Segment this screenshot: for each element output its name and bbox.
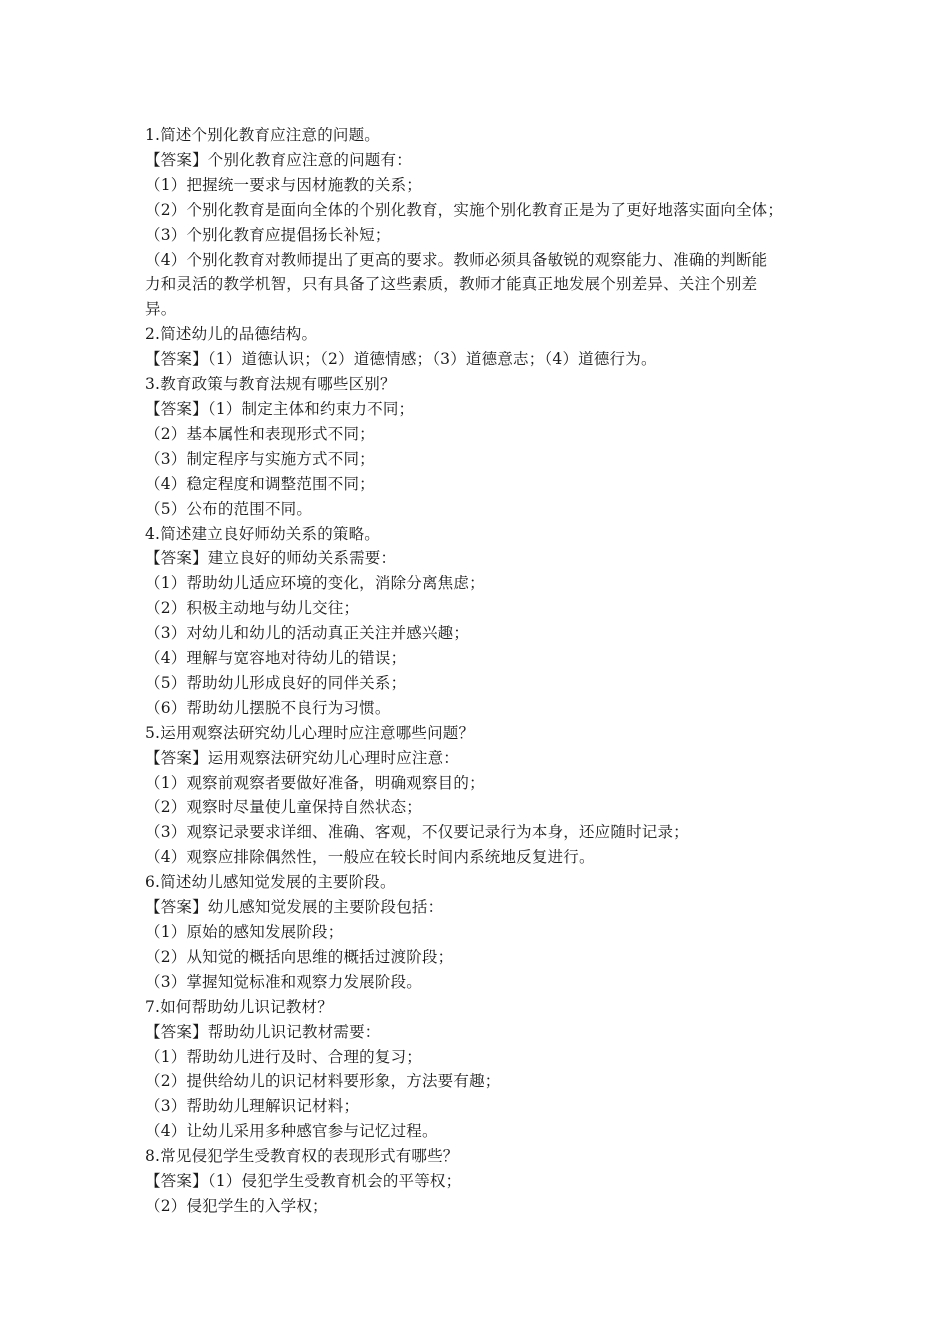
question-heading: 6.简述幼儿感知觉发展的主要阶段。 [145,873,396,892]
answer-item-line: （1）观察前观察者要做好准备，明确观察目的； [145,773,485,792]
answer-item-line: （4）让幼儿采用多种感官参与记忆过程。 [145,1122,438,1141]
answer-item-line: （3）个别化教育应提倡扬长补短； [145,225,391,244]
answer-line: 【答案】帮助幼儿识记教材需要： [145,1022,381,1041]
question-heading: 5.运用观察法研究幼儿心理时应注意哪些问题？ [145,723,475,742]
answer-item-line: （3）对幼儿和幼儿的活动真正关注并感兴趣； [145,624,470,643]
answer-item-line: （2）侵犯学生的入学权； [145,1196,328,1215]
answer-item-line: （2）基本属性和表现形式不同； [145,424,375,443]
answer-item-line: （4）个别化教育对教师提出了更高的要求。教师必须具备敏锐的观察能力、准确的判断能 [145,250,768,269]
question-heading: 7.如何帮助幼儿识记教材？ [145,997,333,1016]
answer-line: 【答案】建立良好的师幼关系需要： [145,549,397,568]
answer-item-line: （5）公布的范围不同。 [145,499,313,518]
answer-line: 【答案】个别化教育应注意的问题有： [145,150,412,169]
answer-item-line: （2）观察时尽量使儿童保持自然状态； [145,798,422,817]
answer-item-line: （3）制定程序与实施方式不同； [145,449,375,468]
answer-item-line: （2）积极主动地与幼儿交往； [145,599,360,618]
answer-item-line: （2）从知觉的概括向思维的概括过渡阶段； [145,947,454,966]
answer-line: 【答案】幼儿感知觉发展的主要阶段包括： [145,898,444,917]
question-heading: 4.简述建立良好师幼关系的策略。 [145,524,380,543]
answer-item-line: （3）观察记录要求详细、准确、客观，不仅要记录行为本身，还应随时记录； [145,823,689,842]
question-heading: 2.简述幼儿的品德结构。 [145,325,318,344]
answer-item-line: （1）帮助幼儿进行及时、合理的复习； [145,1047,422,1066]
question-heading: 8.常见侵犯学生受教育权的表现形式有哪些？ [145,1147,459,1166]
question-heading: 1.简述个别化教育应注意的问题。 [145,126,380,144]
answer-line: 【答案】（1）制定主体和约束力不同； [145,399,415,418]
answer-item-line: 力和灵活的教学机智，只有具备了这些素质，教师才能真正地发展个别差异、关注个别差 [145,275,758,294]
answer-item-line: （1）帮助幼儿适应环境的变化，消除分离焦虑； [145,574,485,593]
answer-item-line: （3）帮助幼儿理解识记材料； [145,1097,360,1116]
answer-item-line: （2）提供给幼儿的识记材料要形象，方法要有趣； [145,1072,501,1091]
question-heading: 3.教育政策与教育法规有哪些区别？ [145,375,396,394]
answer-line: 【答案】运用观察法研究幼儿心理时应注意： [145,748,460,767]
answer-line: 【答案】（1）道德认识；（2）道德情感；（3）道德意志；（4）道德行为。 [145,350,657,369]
answer-item-line: （4）观察应排除偶然性，一般应在较长时间内系统地反复进行。 [145,848,595,867]
answer-item-line: 异。 [145,300,177,319]
answer-item-line: （4）稳定程度和调整范围不同； [145,474,375,493]
answer-item-line: （1）把握统一要求与因材施教的关系； [145,175,422,194]
answer-item-line: （1）原始的感知发展阶段； [145,923,344,941]
answer-item-line: （4）理解与宽容地对待幼儿的错误； [145,649,407,668]
answer-item-line: （5）帮助幼儿形成良好的同伴关系； [145,673,407,692]
answer-item-line: （6）帮助幼儿摆脱不良行为习惯。 [145,698,391,717]
answer-item-line: （2）个别化教育是面向全体的个别化教育，实施个别化教育正是为了更好地落实面向全体； [145,200,784,219]
answer-line: 【答案】（1）侵犯学生受教育机会的平等权； [145,1172,462,1191]
document-body [145,123,815,1219]
answer-item-line: （3）掌握知觉标准和观察力发展阶段。 [145,972,422,991]
